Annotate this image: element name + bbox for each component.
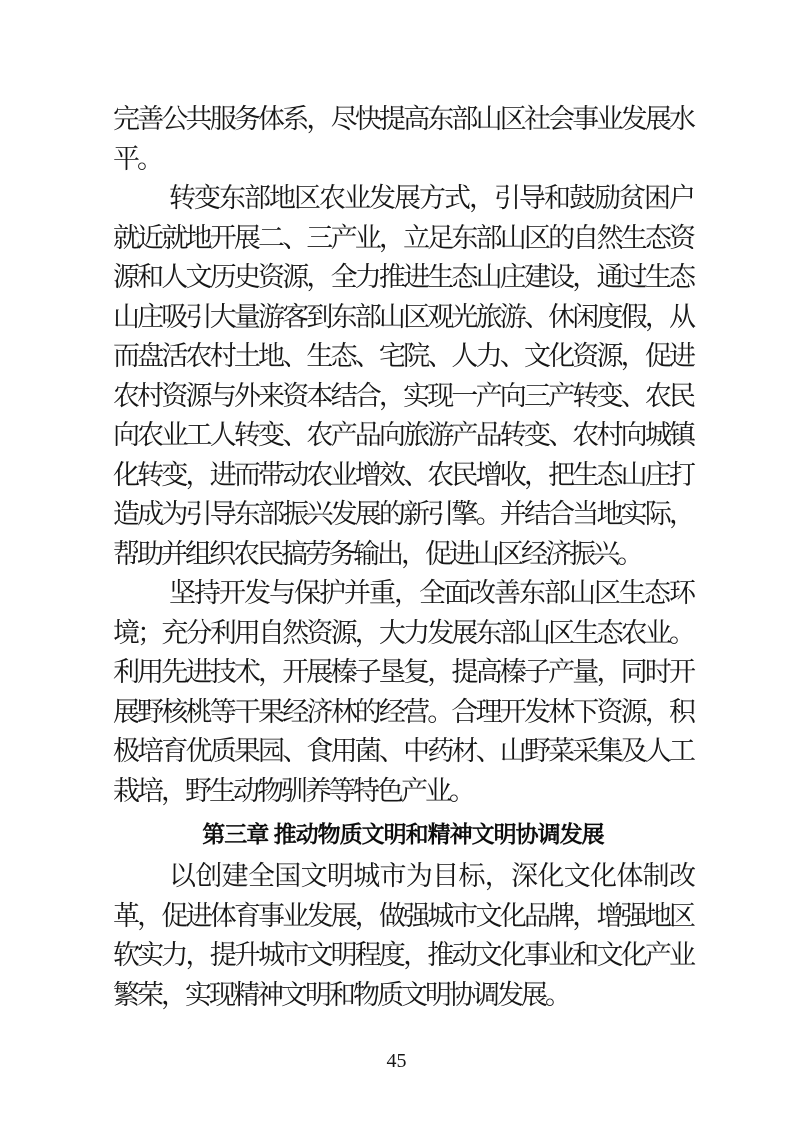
chapter-heading: 第三章 推动物质文明和精神文明协调发展	[202, 821, 604, 847]
body-paragraph: 以创建全国文明城市为目标，深化文化体制改革，促进体育事业发展，做强城市文化品牌，增强地区软实力，提升城市文明程度，推动文化事业和文化产业繁荣，实现精神文明和物质文明协调发展。	[113, 861, 693, 1010]
page-number: 45	[386, 1050, 407, 1072]
body-paragraph: 转变东部地区农业发展方式，引导和鼓励贫困户就近就地开展二、三产业，立足东部山区的自然生态资源和人文历史资源，全力推进生态山庄建设，通过生态山庄吸引大量游客到东部山区观光旅游、休闲度假，从而盘活农村土地、生态、宅院、人力、文化资源，促进农村资源与外来资本结合，实现一产向三产转变、农民向农业工人转变、农产品向旅游产品转变、农村向城镇化转变，进而带动农业增效、农民增收，把生态山庄打造成为引导东部振兴发展的新引擎。并结合当地实际，帮助并组织农民搞劳务输出，促进山区经济振兴。	[113, 183, 693, 569]
page-footer	[0, 1050, 793, 1073]
body-paragraph-continuation: 完善公共服务体系，尽快提高东部山区社会事业发展水平。	[113, 104, 693, 174]
page-body	[113, 100, 693, 1015]
body-paragraph: 坚持开发与保护并重，全面改善东部山区生态环境；充分利用自然资源，大力发展东部山区生态农业。利用先进技术，开展榛子垦复，提高榛子产量，同时开展野核桃等干果经济林的经营。合理开发林下资源，积极培育优质果园、食用菌、中药材、山野菜采集及人工栽培，野生动物驯养等特色产业。	[113, 578, 693, 806]
